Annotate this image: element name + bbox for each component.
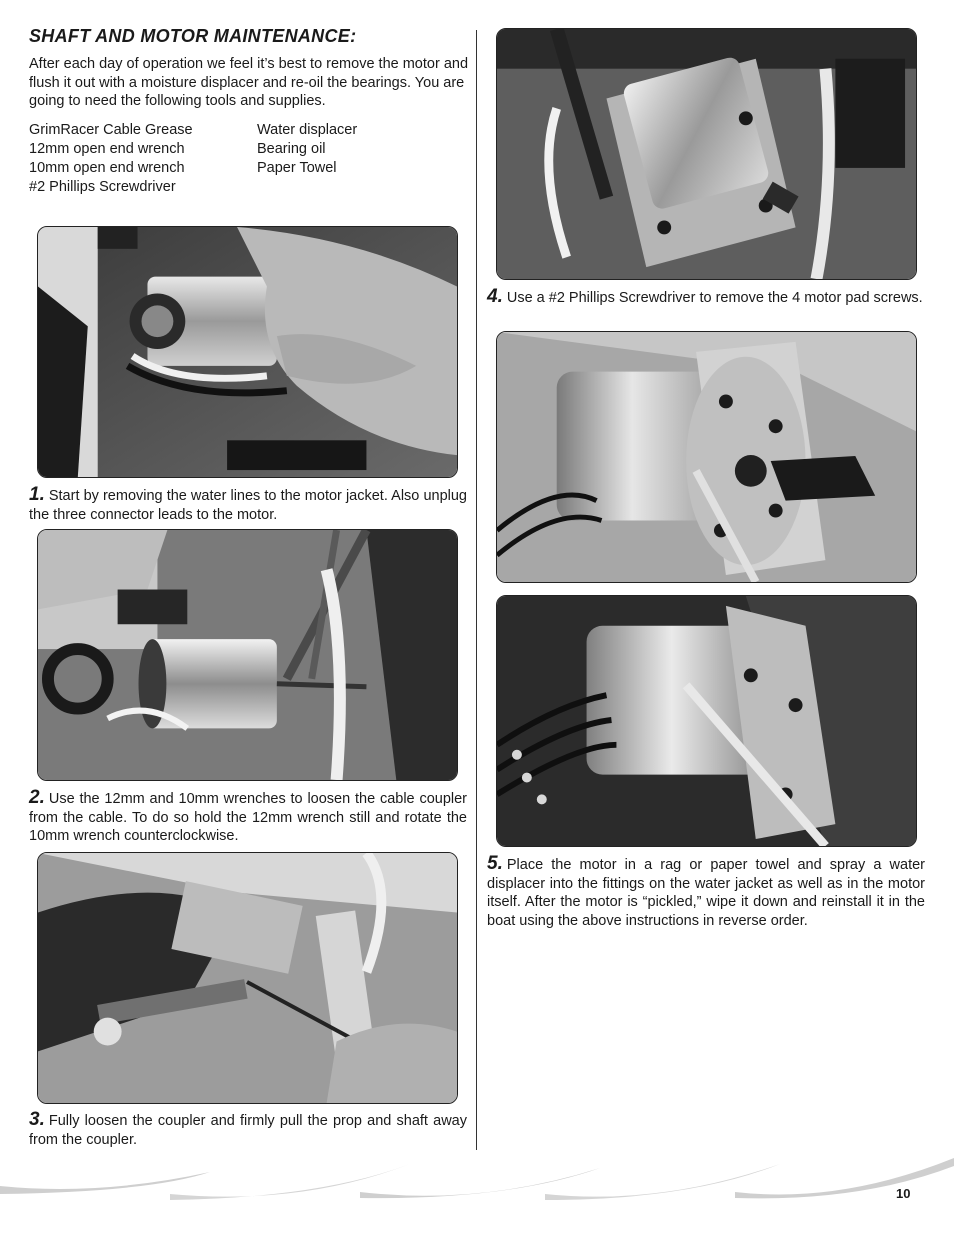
caption-step-5 [487,855,925,930]
photo-step-3 [37,852,458,1104]
step-text: Place the motor in a rag or paper towel and spray a water displacer into the fittings on the water jacket as well as in the motor itself. After the motor is “pickled,” wipe it down and reinstall it in the boat using the above instructions in reverse order. [487,857,925,929]
photo-step-4 [496,28,917,280]
step-number: 2. [29,787,45,808]
step-number: 3. [29,1109,45,1130]
photo-step-5b [496,595,917,847]
tool-item: 12mm open end wrench [29,141,185,157]
tool-item: GrimRacer Cable Grease [29,122,193,138]
column-divider [476,30,477,1150]
photo-step-1 [37,226,458,478]
tools-list-left [29,121,193,197]
footer-wave-decoration [0,1158,954,1208]
photo-step-5a [496,331,917,583]
supply-item: Water displacer [257,122,358,138]
intro-paragraph: After each day of operation we feel it’s best to remove the motor and flush it out with a moisture displacer and re-oil the bearings. You are going to need the following tools and supplies. [29,56,469,109]
supply-item: Paper Towel [257,160,337,176]
tool-item: #2 Phillips Screwdriver [29,179,176,195]
step-text: Use a #2 Phillips Screwdriver to remove the 4 motor pad screws. [506,290,923,306]
page-title: SHAFT AND MOTOR MAINTENANCE: [29,26,357,46]
step-number: 1. [29,484,45,505]
caption-step-4 [487,288,925,308]
caption-step-3 [29,1111,467,1149]
step-text: Start by removing the water lines to the motor jacket. Also unplug the three connector leads to the motor. [29,488,467,523]
step-text: Use the 12mm and 10mm wrenches to loosen the cable coupler from the cable. To do so hold the 12mm wrench still and rotate the 10mm wrench counterclockwise. [29,791,467,844]
photo-step-2 [37,529,458,781]
caption-step-2 [29,789,467,846]
caption-step-1 [29,486,467,524]
step-text: Fully loosen the coupler and firmly pull the prop and shaft away from the coupler. [29,1113,467,1148]
tools-list-right [257,121,357,178]
page-number: 10 [896,1186,911,1201]
tool-item: 10mm open end wrench [29,160,185,176]
step-number: 5. [487,853,503,874]
step-number: 4. [487,286,503,307]
supply-item: Bearing oil [257,141,326,157]
